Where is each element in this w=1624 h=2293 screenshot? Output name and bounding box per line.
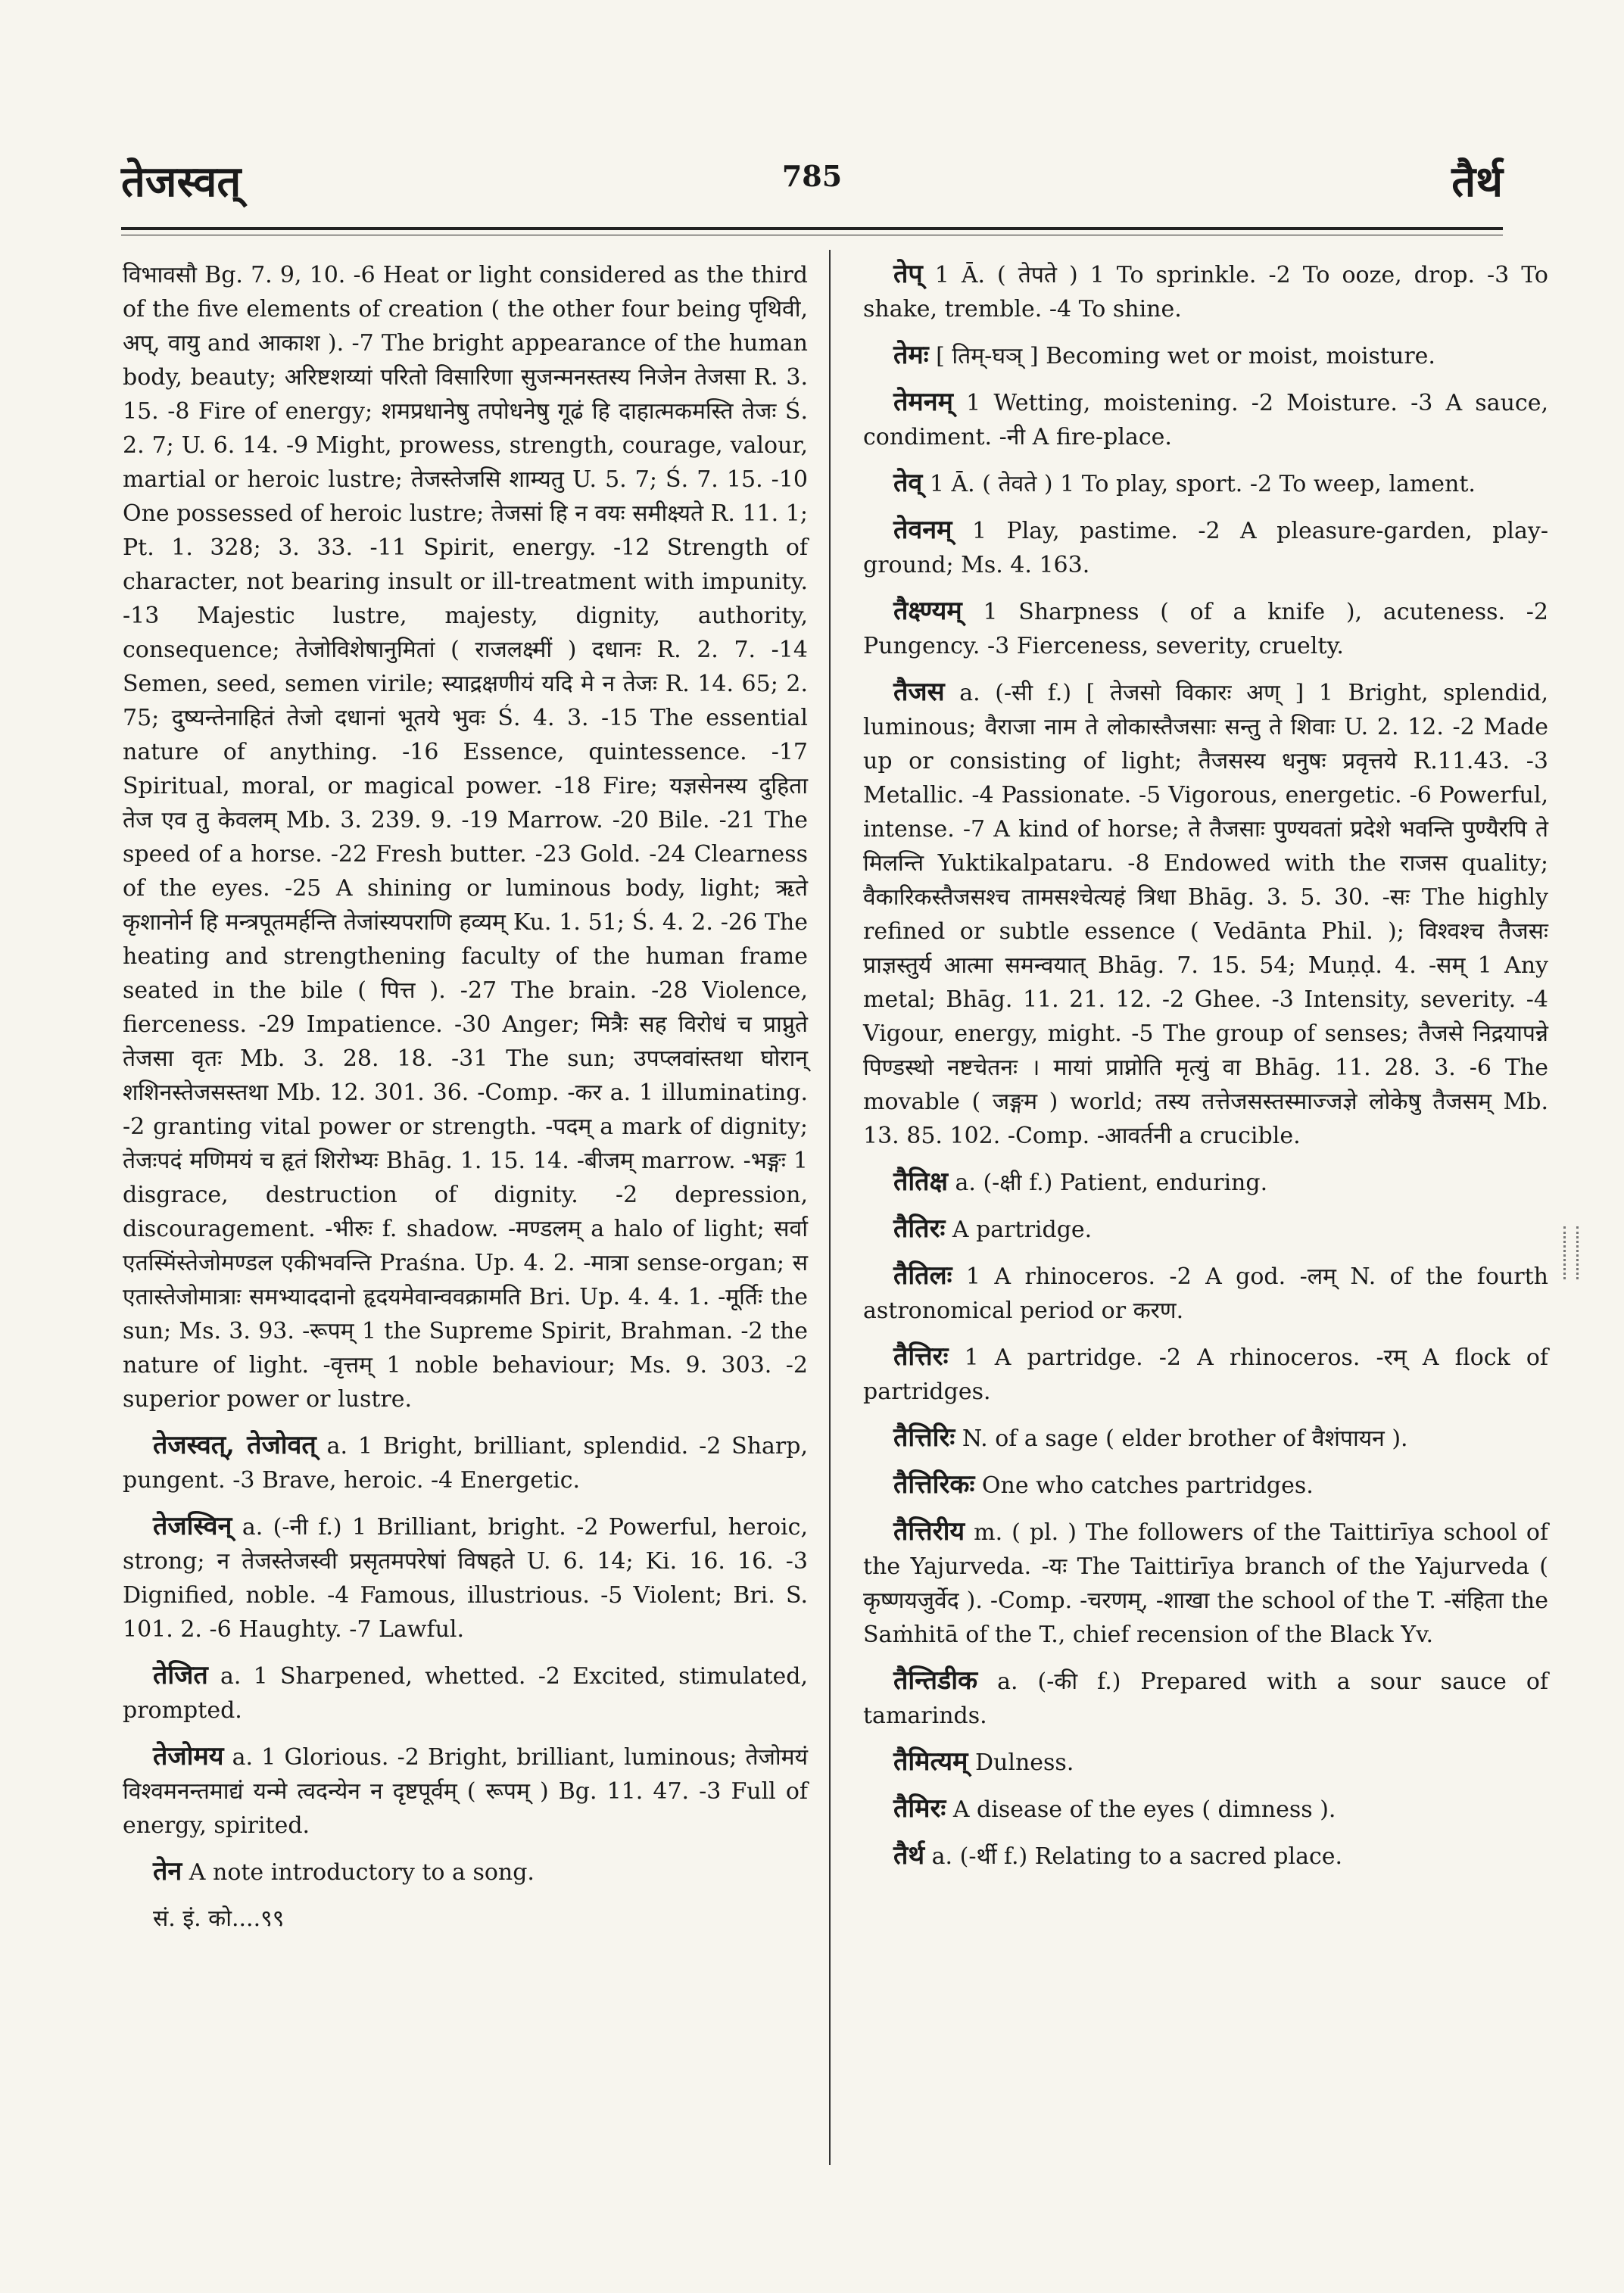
- entry-headword: तैत्तिरिकः: [893, 1469, 975, 1500]
- entry-headword: तैतिक्ष: [893, 1167, 948, 1197]
- entry-text: m. ( pl. ) The followers of the Taittirīya school of the Yajurveda. -यः The Taittirīya branch of the Yajurveda ( कृष्णयजुर्वेद ). -Comp. -चरणम्, -शाखा the school of the T. -संहिता the Saṁhitā of the T., chief recension of the Black Yv.: [863, 1519, 1548, 1648]
- entry-headword: तेमनम्: [893, 387, 953, 417]
- right-column: [863, 257, 1548, 1886]
- entry-headword: तेप्: [893, 259, 923, 289]
- entry-text: [ तिम्-घञ् ] Becoming wet or moist, moisture.: [936, 343, 1435, 369]
- entry-headword: तेजस्वत्, तेजोवत्: [153, 1430, 316, 1460]
- dictionary-entry: [863, 1664, 1548, 1733]
- entry-text: a. (-क्षी f.) Patient, enduring.: [955, 1170, 1268, 1196]
- entry-headword: तैत्तिरीय: [893, 1516, 965, 1547]
- dictionary-entry: [123, 1855, 808, 1890]
- column-divider: [829, 250, 831, 2165]
- dictionary-entry: [863, 1515, 1548, 1652]
- entry-headword: तैक्ष्ण्यम्: [893, 596, 962, 626]
- dictionary-entry: [863, 1340, 1548, 1409]
- dictionary-entry: [863, 594, 1548, 663]
- entry-headword: तेव्: [893, 468, 923, 498]
- entry-headword: तैजस: [893, 677, 945, 707]
- dictionary-entry: [123, 1659, 808, 1728]
- entry-text: 1 Sharpness ( of a knife ), acuteness. -2 Pungency. -3 Fierceness, severity, cruelty.: [863, 599, 1549, 659]
- entry-headword: तैत्तिरः: [893, 1341, 949, 1372]
- entry-text: 1 Wetting, moistening. -2 Moisture. -3 A sauce, condiment. -नी A fire-place.: [863, 390, 1548, 450]
- dictionary-entry: [123, 1428, 808, 1497]
- entry-text: विभावसौ Bg. 7. 9, 10. -6 Heat or light considered as the third of the five elements of creation ( the other four being पृथिवी, अप्, वायु and आकाश ). -7 The bright appearance of the human body, beauty; अरिष्टशय्यां परितो विसारिणा सुजन्मनस्तस्य निजेन तेजसा R. 3. 15. -8 Fire of energy; शमप्रधानेषु तपोधनेषु गूढं हि दाहात्मकमस्ति तेजः Ś. 2. 7; U. 6. 14. -9 Might, prowess, strength, courage, valour, martial or heroic lustre; तेजस्तेजसि शाम्यतु U. 5. 7; Ś. 7. 15. -10 One possessed of heroic lustre; तेजसां हि न वयः समीक्ष्यते R. 11. 1; Pt. 1. 328; 3. 33. -11 Spirit, energy. -12 Strength of character, not bearing insult or ill-treatment with impunity. -13 Majestic lustre, majesty, dignity, authority, consequence; तेजोविशेषानुमितां ( राजलक्ष्मीं ) दधानः R. 2. 7. -14 Semen, seed, semen virile; स्याद्रक्षणीयं यदि मे न तेजः R. 14. 65; 2. 75; दुष्यन्तेनाहितं तेजो दधानां भूतये भुवः Ś. 4. 3. -15 The essential nature of anything. -16 Essence, quintessence. -17 Spiritual, moral, or magical power. -18 Fire; यज्ञसेनस्य दुहिता तेज एव तु केवलम् Mb. 3. 239. 9. -19 Marrow. -20 Bile. -21 The speed of a horse. -22 Fresh butter. -23 Gold. -24 Clearness of the eyes. -25 A shining or luminous body, light; ऋते कृशानोर्न हि मन्त्रपूतमर्हन्ति तेजांस्यपराणि हव्यम् Ku. 1. 51; Ś. 4. 2. -26 The heating and strengthening faculty of the human frame seated in the bile ( पित्त ). -27 The brain. -28 Violence, fierceness. -29 Impatience. -30 Anger; मित्रैः सह विरोधं च प्राप्नुते तेजसा वृतः Mb. 3. 28. 18. -31 The sun; उपप्लवांस्तथा घोरान् शशिनस्तेजसस्तथा Mb. 12. 301. 36. -Comp. -कर a. 1 illuminating. -2 granting vital power or strength. -पदम् a mark of dignity; तेजःपदं मणिमयं च हृतं शिरोभ्यः Bhāg. 1. 15. 14. -बीजम् marrow. -भङ्गः 1 disgrace, destruction of dignity. -2 depression, discouragement. -भीरुः f. shadow. -मण्डलम् a halo of light; सर्वा एतस्मिंस्तेजोमण्डल एकीभवन्ति Praśna. Up. 4. 2. -मात्रा sense-organ; स एतास्तेजोमात्राः समभ्याददानो हृदयमेवान्ववक्रामति Bri. Up. 4. 4. 1. -मूर्तिः the sun; Ms. 3. 93. -रूपम् 1 the Supreme Spirit, Brahman. -2 the nature of light. -वृत्तम् 1 noble behaviour; Ms. 9. 303. -2 superior power or lustre.: [123, 262, 808, 1413]
- left-running-head: तेजस्वत्: [121, 157, 242, 207]
- entry-text: 1 Ā. ( तेवते ) 1 To play, sport. -2 To weep, lament.: [929, 471, 1476, 497]
- dictionary-entry: [863, 385, 1548, 454]
- entry-text: 1 Play, pastime. -2 A pleasure-garden, play-ground; Ms. 4. 163.: [863, 518, 1548, 578]
- entry-text: One who catches partridges.: [981, 1472, 1314, 1499]
- dictionary-entry: [863, 1745, 1548, 1780]
- entry-headword: तेजोमय: [153, 1741, 224, 1771]
- margin-mark: [1563, 1226, 1579, 1279]
- dictionary-entry: [863, 675, 1548, 1153]
- page-number: 785: [781, 159, 843, 193]
- dictionary-entry: [863, 1839, 1548, 1874]
- entry-headword: तैतिलः: [893, 1260, 952, 1291]
- dictionary-entry: [863, 1212, 1548, 1247]
- dictionary-entry: [863, 1259, 1548, 1328]
- left-column: [123, 257, 808, 1936]
- dictionary-entry: [863, 1165, 1548, 1200]
- entry-text: A disease of the eyes ( dimness ).: [952, 1796, 1336, 1823]
- entry-text: N. of a sage ( elder brother of वैशंपायन ).: [962, 1425, 1408, 1452]
- dictionary-entry: [863, 513, 1548, 582]
- dictionary-entry: [863, 1421, 1548, 1456]
- entry-headword: तेमः: [893, 340, 929, 370]
- entry-text: A partridge.: [952, 1217, 1093, 1243]
- dictionary-entry: [123, 1740, 808, 1843]
- entry-text: a. 1 Sharpened, whetted. -2 Excited, stimulated, prompted.: [123, 1663, 808, 1724]
- entry-headword: तैन्तिडीक: [893, 1665, 978, 1696]
- entry-headword: तैतिरः: [893, 1213, 946, 1244]
- entry-headword: तेजित: [153, 1660, 208, 1690]
- dictionary-entry: [863, 466, 1548, 501]
- entry-text: 1 A partridge. -2 A rhinoceros. -रम् A flock of partridges.: [863, 1344, 1548, 1405]
- entry-text: a. (-की f.) Prepared with a sour sauce of tamarinds.: [863, 1668, 1548, 1729]
- entry-headword: तैर्थ: [893, 1840, 925, 1871]
- dictionary-entry: [123, 1509, 808, 1647]
- entry-text: a. (-र्थी f.) Relating to a sacred place.: [931, 1843, 1343, 1870]
- entry-text: A note introductory to a song.: [189, 1859, 535, 1886]
- entry-headword: तेजस्विन्: [153, 1511, 232, 1541]
- entry-text: 1 Ā. ( तेपते ) 1 To sprinkle. -2 To ooze, drop. -3 To shake, tremble. -4 To shine.: [863, 262, 1548, 322]
- entry-text: a. 1 Bright, brilliant, splendid. -2 Sharp, pungent. -3 Brave, heroic. -4 Energetic.: [123, 1433, 808, 1494]
- right-running-head: तैर्थ: [1451, 157, 1503, 207]
- signature-mark: सं. इं. को....९९: [153, 1905, 285, 1932]
- page-header: [121, 151, 1503, 235]
- entry-headword: तेन: [153, 1856, 182, 1886]
- entry-text: a. (-सी f.) [ तेजसो विकारः अण् ] 1 Bright, splendid, luminous; वैराजा नाम ते लोकास्तैजसाः सन्तु ते शिवाः U. 2. 12. -2 Made up or consisting of light; तैजसस्य धनुषः प्रवृत्तये R.11.43. -3 Metallic. -4 Passionate. -5 Vigorous, energetic. -6 Powerful, intense. -7 A kind of horse; ते तैजसाः पुण्यवतां प्रदेशे भवन्ति पुण्यैरपि ते मिलन्ति Yuktikalpataru. -8 Endowed with the राजस quality; वैकारिकस्तैजसश्च तामसश्चेत्यहं त्रिधा Bhāg. 3. 5. 30. -सः The highly refined or subtle essence ( Vedānta Phil. ); विश्वश्च तैजसः प्राज्ञस्तुर्य आत्मा समन्वयात् Bhāg. 7. 15. 54; Muṇḍ. 4. -सम् 1 Any metal; Bhāg. 11. 21. 12. -2 Ghee. -3 Intensity, severity. -4 Vigour, energy, might. -5 The group of senses; तैजसे निद्रयापन्ने पिण्डस्थो नष्टचेतनः । मायां प्राप्नोति मृत्युं वा Bhāg. 11. 28. 3. -6 The movable ( जङ्गम ) world; तस्य तत्तेजसस्तस्माज्जज्ञे लोकेषु तैजसम् Mb. 13. 85. 102. -Comp. -आवर्तनी a crucible.: [863, 680, 1548, 1149]
- dictionary-entry: [863, 338, 1548, 373]
- entry-headword: तैमित्यम्: [893, 1746, 968, 1777]
- entry-text: a. (-नी f.) 1 Brilliant, bright. -2 Powerful, heroic, strong; न तेजस्तेजस्वी प्रसृतमपरेषां विषहते U. 6. 14; Ki. 16. 16. -3 Dignified, noble. -4 Famous, illustrious. -5 Violent; Bri. S. 101. 2. -6 Haughty. -7 Lawful.: [123, 1514, 808, 1643]
- dictionary-entry: [863, 1792, 1548, 1827]
- dictionary-entry: [123, 257, 808, 1416]
- entry-headword: तेवनम्: [893, 515, 952, 545]
- dictionary-entry: [863, 1468, 1548, 1503]
- entry-text: 1 A rhinoceros. -2 A god. -लम् N. of the fourth astronomical period or करण.: [863, 1263, 1548, 1324]
- entry-text: Dulness.: [974, 1749, 1074, 1776]
- entry-headword: तैत्तिरिः: [893, 1422, 955, 1453]
- entry-text: a. 1 Glorious. -2 Bright, brilliant, luminous; तेजोमयं विश्वमनन्तमाद्यं यन्मे त्वदन्येन न दृष्टपूर्वम् ( रूपम् ) Bg. 11. 47. -3 Full of energy, spirited.: [123, 1744, 808, 1839]
- entry-headword: तैमिरः: [893, 1793, 946, 1824]
- header-rule: [121, 227, 1503, 230]
- dictionary-entry: [863, 257, 1548, 326]
